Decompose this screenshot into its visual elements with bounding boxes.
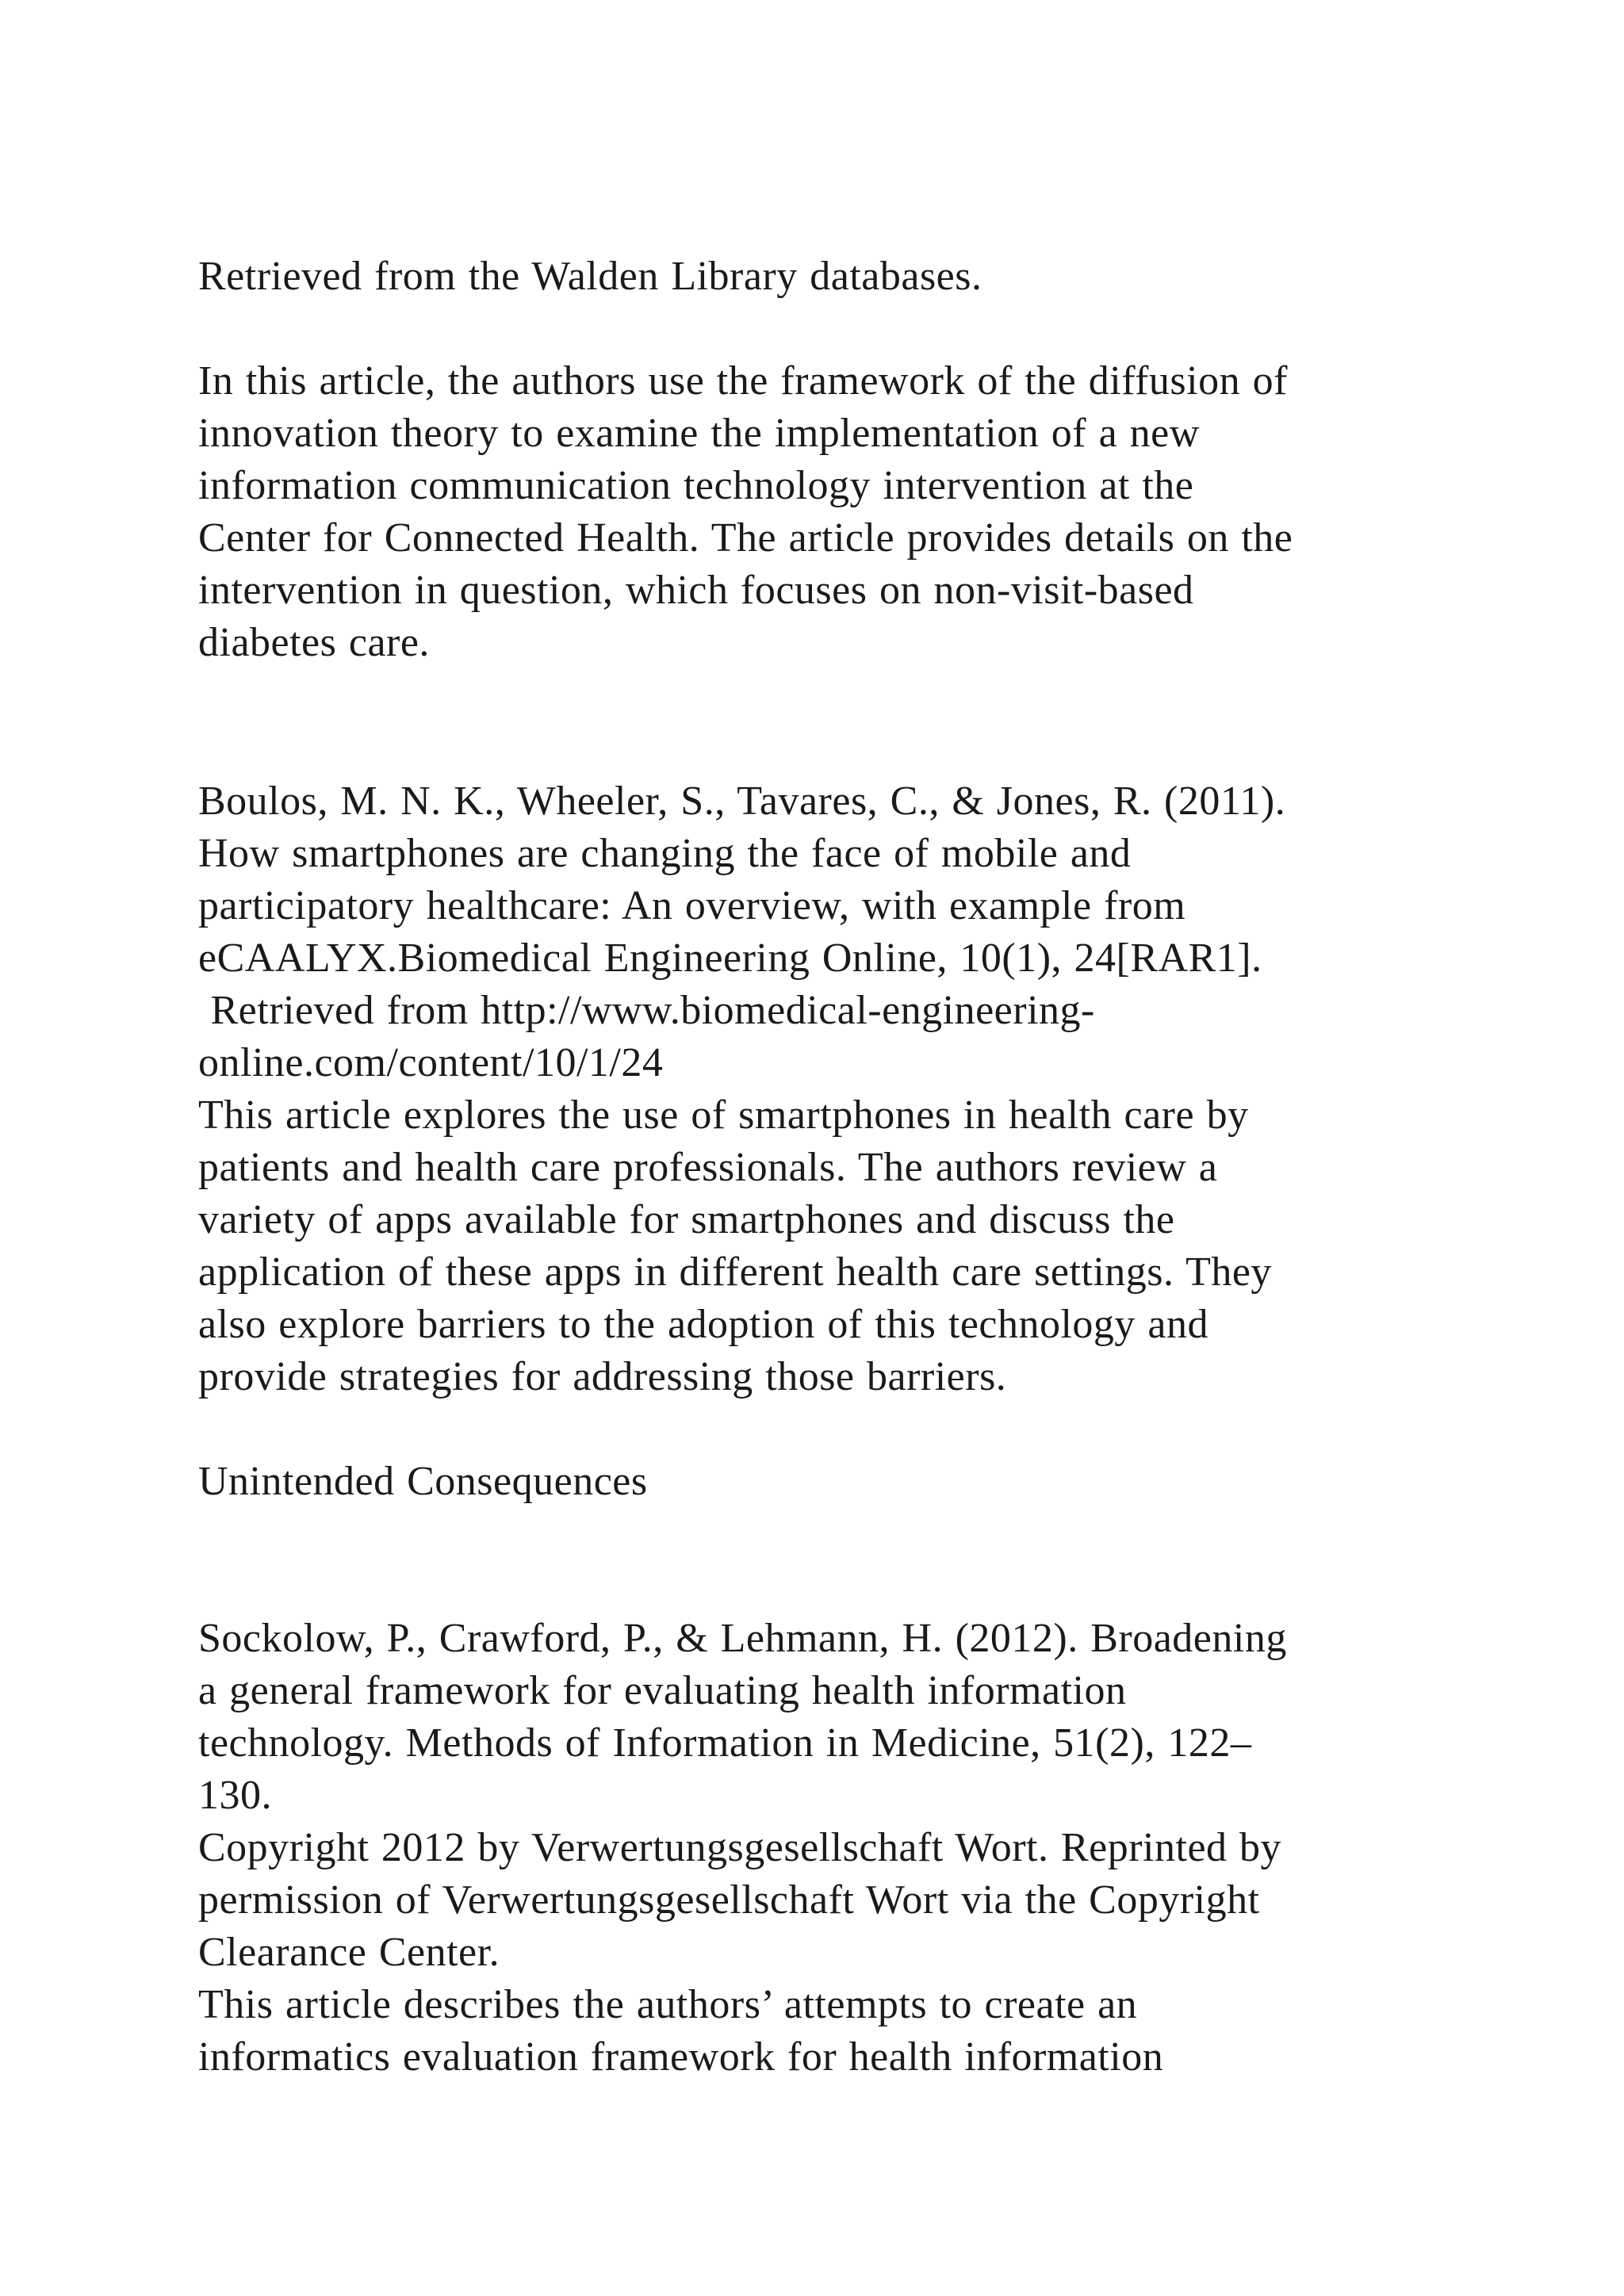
text-line: provide strategies for addressing those barriers. (198, 1354, 1007, 1399)
text-line: This article explores the use of smartphones in health care by (198, 1093, 1249, 1138)
text-line: a general framework for evaluating health information (198, 1668, 1127, 1713)
retrieved-line: Retrieved from the Walden Library databases. (198, 254, 982, 299)
section-heading-text: Unintended Consequences (198, 1459, 648, 1504)
paragraph-diffusion-summary (198, 355, 1499, 669)
retrieved-note (198, 251, 1499, 303)
text-line: Copyright 2012 by Verwertungsgesellschaft Wort. Reprinted by (198, 1825, 1282, 1870)
text-line: online.com/content/10/1/24 (198, 1040, 664, 1085)
text-line: informatics evaluation framework for health information (198, 2034, 1164, 2080)
text-line: intervention in question, which focuses on non-visit-based (198, 568, 1194, 613)
text-line: application of these apps in different health care settings. They (198, 1249, 1272, 1295)
text-line: permission of Verwertungsgesellschaft Wort via the Copyright (198, 1877, 1260, 1923)
text-line: Center for Connected Health. The article provides details on the (198, 515, 1293, 561)
text-line: diabetes care. (198, 620, 430, 665)
text-line: innovation theory to examine the implementation of a new (198, 411, 1200, 456)
text-line: This article describes the authors’ attempts to create an (198, 1982, 1138, 2027)
text-line: information communication technology intervention at the (198, 463, 1194, 508)
text-line: variety of apps available for smartphones and discuss the (198, 1197, 1175, 1242)
text-line: In this article, the authors use the framework of the diffusion of (198, 358, 1288, 404)
text-line: participatory healthcare: An overview, with example from (198, 883, 1186, 928)
reference-sockolow (198, 1613, 1499, 2084)
text-line: technology. Methods of Information in Medicine, 51(2), 122– (198, 1720, 1252, 1766)
text-line: eCAALYX.Biomedical Engineering Online, 10(1), 24[RAR1]. (198, 936, 1262, 981)
reference-boulos (198, 775, 1499, 1403)
text-line: Clearance Center. (198, 1930, 500, 1975)
text-line: Retrieved from http://www.biomedical-engineering- (198, 988, 1095, 1033)
text-line: Boulos, M. N. K., Wheeler, S., Tavares, C., & Jones, R. (2011). (198, 779, 1286, 824)
text-line: How smartphones are changing the face of mobile and (198, 831, 1132, 876)
text-line: patients and health care professionals. The authors review a (198, 1145, 1218, 1190)
section-heading (198, 1456, 1499, 1508)
text-line: Sockolow, P., Crawford, P., & Lehmann, H. (2012). Broadening (198, 1616, 1287, 1661)
text-line: also explore barriers to the adoption of this technology and (198, 1302, 1209, 1347)
text-line: 130. (198, 1773, 272, 1818)
